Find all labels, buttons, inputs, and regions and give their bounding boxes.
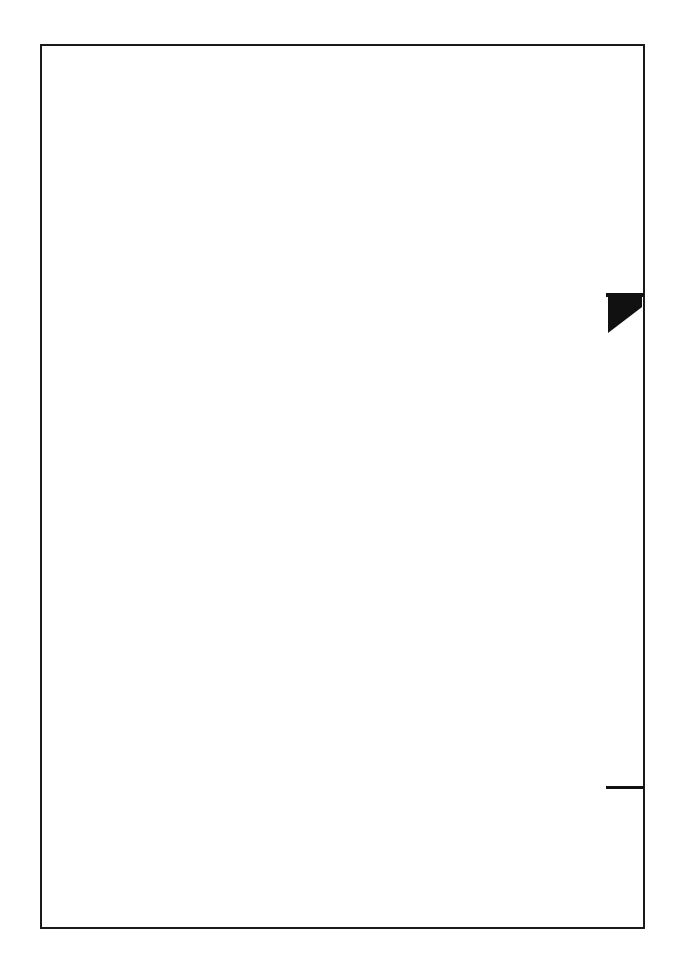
margin-band bbox=[606, 46, 642, 927]
text-column-06 bbox=[378, 56, 416, 916]
text-column-10 bbox=[226, 56, 264, 916]
text-column-05 bbox=[416, 56, 454, 916]
text-column-11 bbox=[188, 56, 226, 916]
fishtail-mark-icon bbox=[608, 297, 642, 333]
text-column-01-cover bbox=[568, 56, 606, 916]
text-column-02 bbox=[530, 56, 568, 916]
text-column-03 bbox=[492, 56, 530, 916]
text-column-13 bbox=[112, 56, 150, 916]
text-column-07 bbox=[340, 56, 378, 916]
text-column-09 bbox=[264, 56, 302, 916]
text-column-04 bbox=[454, 56, 492, 916]
text-column-08 bbox=[302, 56, 340, 916]
text-column-15 bbox=[48, 56, 86, 916]
text-column-12 bbox=[150, 56, 188, 916]
bottom-rule bbox=[606, 786, 644, 789]
